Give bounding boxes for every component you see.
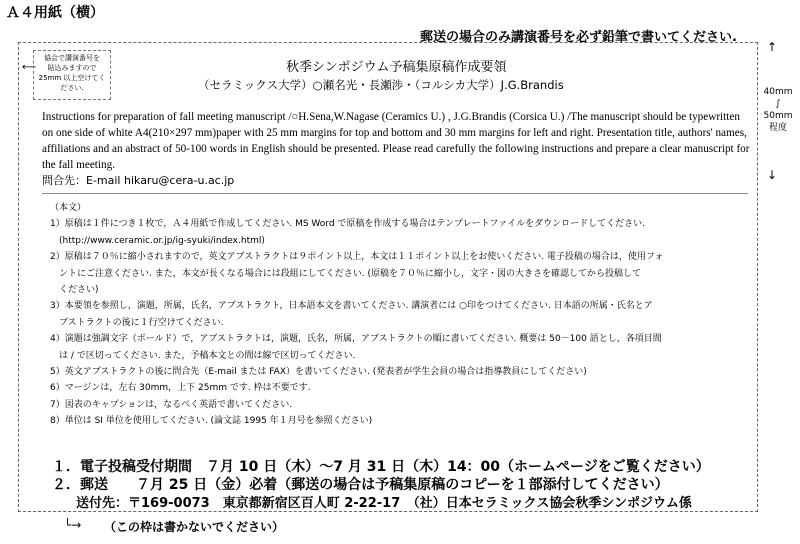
stamp-box: 協会で講演番号を 貼込みますので 25mm 以上空けてく ださい. — [33, 50, 111, 100]
instruction-item: 3）本要領を参照し，演題，所属，氏名，アブストラクト，日本語本文を書いてください. 講演者には ○印をつけてください. 日本語の所属・氏名とア ブストラクトの後に１行空けてください. — [50, 301, 653, 328]
symposium-title: 秋季シンポジウム予稿集原稿作成要領 — [286, 60, 507, 75]
left-arrow-icon: ⟵ — [22, 62, 37, 73]
corner-arrow-icon: └→ — [64, 518, 82, 532]
up-arrow-icon: ↑ — [767, 40, 778, 54]
contact-line: 問合先：E-mail hikaru@cera-u.ac.jp — [42, 174, 235, 187]
instructions-section — [50, 200, 740, 430]
instruction-item: 1）原稿は１件につき１枚で，Ａ４用紙で作成してください. MS Word で原稿を作成する場合はテンプレートファイルをダウンロードしてください. (http://www.ceramic.or.jp/ig-syuki/index.html) — [50, 219, 646, 246]
authors-line: （セラミックス大学）○瀬名光・長瀬渉・（コルシカ大学）J.G.Brandis — [198, 78, 564, 92]
instruction-item: 2）原稿は７０％に縮小されますので，英文アブストラクトは９ポイント以上，本文は１１ポイント以上をお使いください. 電子投稿の場合は，使用フォ ントにご注意ください. また，本文が長くなる場合には段組にしてください. (原稿を７０％に縮小し，文字・図の大きさを確認してから投稿して ください) — [50, 252, 664, 296]
send-to-address: 送付先：〒169-0073 東京都新宿区百人町 2-22-17 （社）日本セラミックス協会秋季シンポジウム係 — [76, 496, 692, 511]
instruction-item: 4）演題は強調文字（ボールド）で，アブストラクトは，演題，氏名，所属，アブストラクトの順に書いてください. 概要は 50－100 語とし，各項目間 は / で区切ってください. また，予稿本文との間は線で区切ってください. — [50, 334, 662, 361]
section-divider — [42, 193, 748, 194]
instruction-item: 6）マージンは，左右 30mm，上下 25mm です. 枠は不要です. — [50, 383, 311, 394]
instruction-item: 8）単位は SI 単位を使用してください. (論文誌 1995 年１月号を参照ください) — [50, 416, 373, 427]
footer-note: （この枠は書かないでください） — [104, 520, 285, 534]
abstract-text: Instructions for preparation of fall meeting manuscript /○H.Sena,W.Nagase (Ceramics U.) , J.G.Brandis (Corsica U.) /The manuscript should be typewritten on one side of white A4(210×297 mm)paper with 25 mm margins for top and bottom and 30 mm margins for left and right. Presentation title, authors' names, affiliations and an abstract of 50-100 words in English should be presented. Please read carefully the following instructions and prepare a clear manuscript for the fall meeting. — [42, 111, 750, 171]
page-title: Ａ４用紙（横） — [6, 5, 104, 21]
instruction-item: 5）英文アブストラクトの後に問合先（E-mail または FAX）を書いてください. (発表者が学生会員の場合は指導教員にしてください) — [50, 367, 587, 378]
margin-label: 40mm ∫ 50mm 程度 — [763, 87, 793, 133]
instruction-item: 7）図表のキャプションは，なるべく英語で書いてください. — [50, 399, 293, 410]
instructions-heading: （本文） — [50, 203, 87, 213]
deadline-mail: ２．郵送 ７月 25 日（金）必着（郵送の場合は予稿集原稿のコピーを１部添付してください） — [52, 477, 669, 493]
header-note: 郵送の場合のみ講演番号を必ず鉛筆で書いてください. — [420, 30, 737, 45]
down-arrow-icon: ↓ — [767, 168, 778, 182]
deadline-online: １．電子投稿受付期間 ７月 10 日（木）～7 月 31 日（木）14：00（ホームページをご覧ください） — [52, 459, 710, 475]
